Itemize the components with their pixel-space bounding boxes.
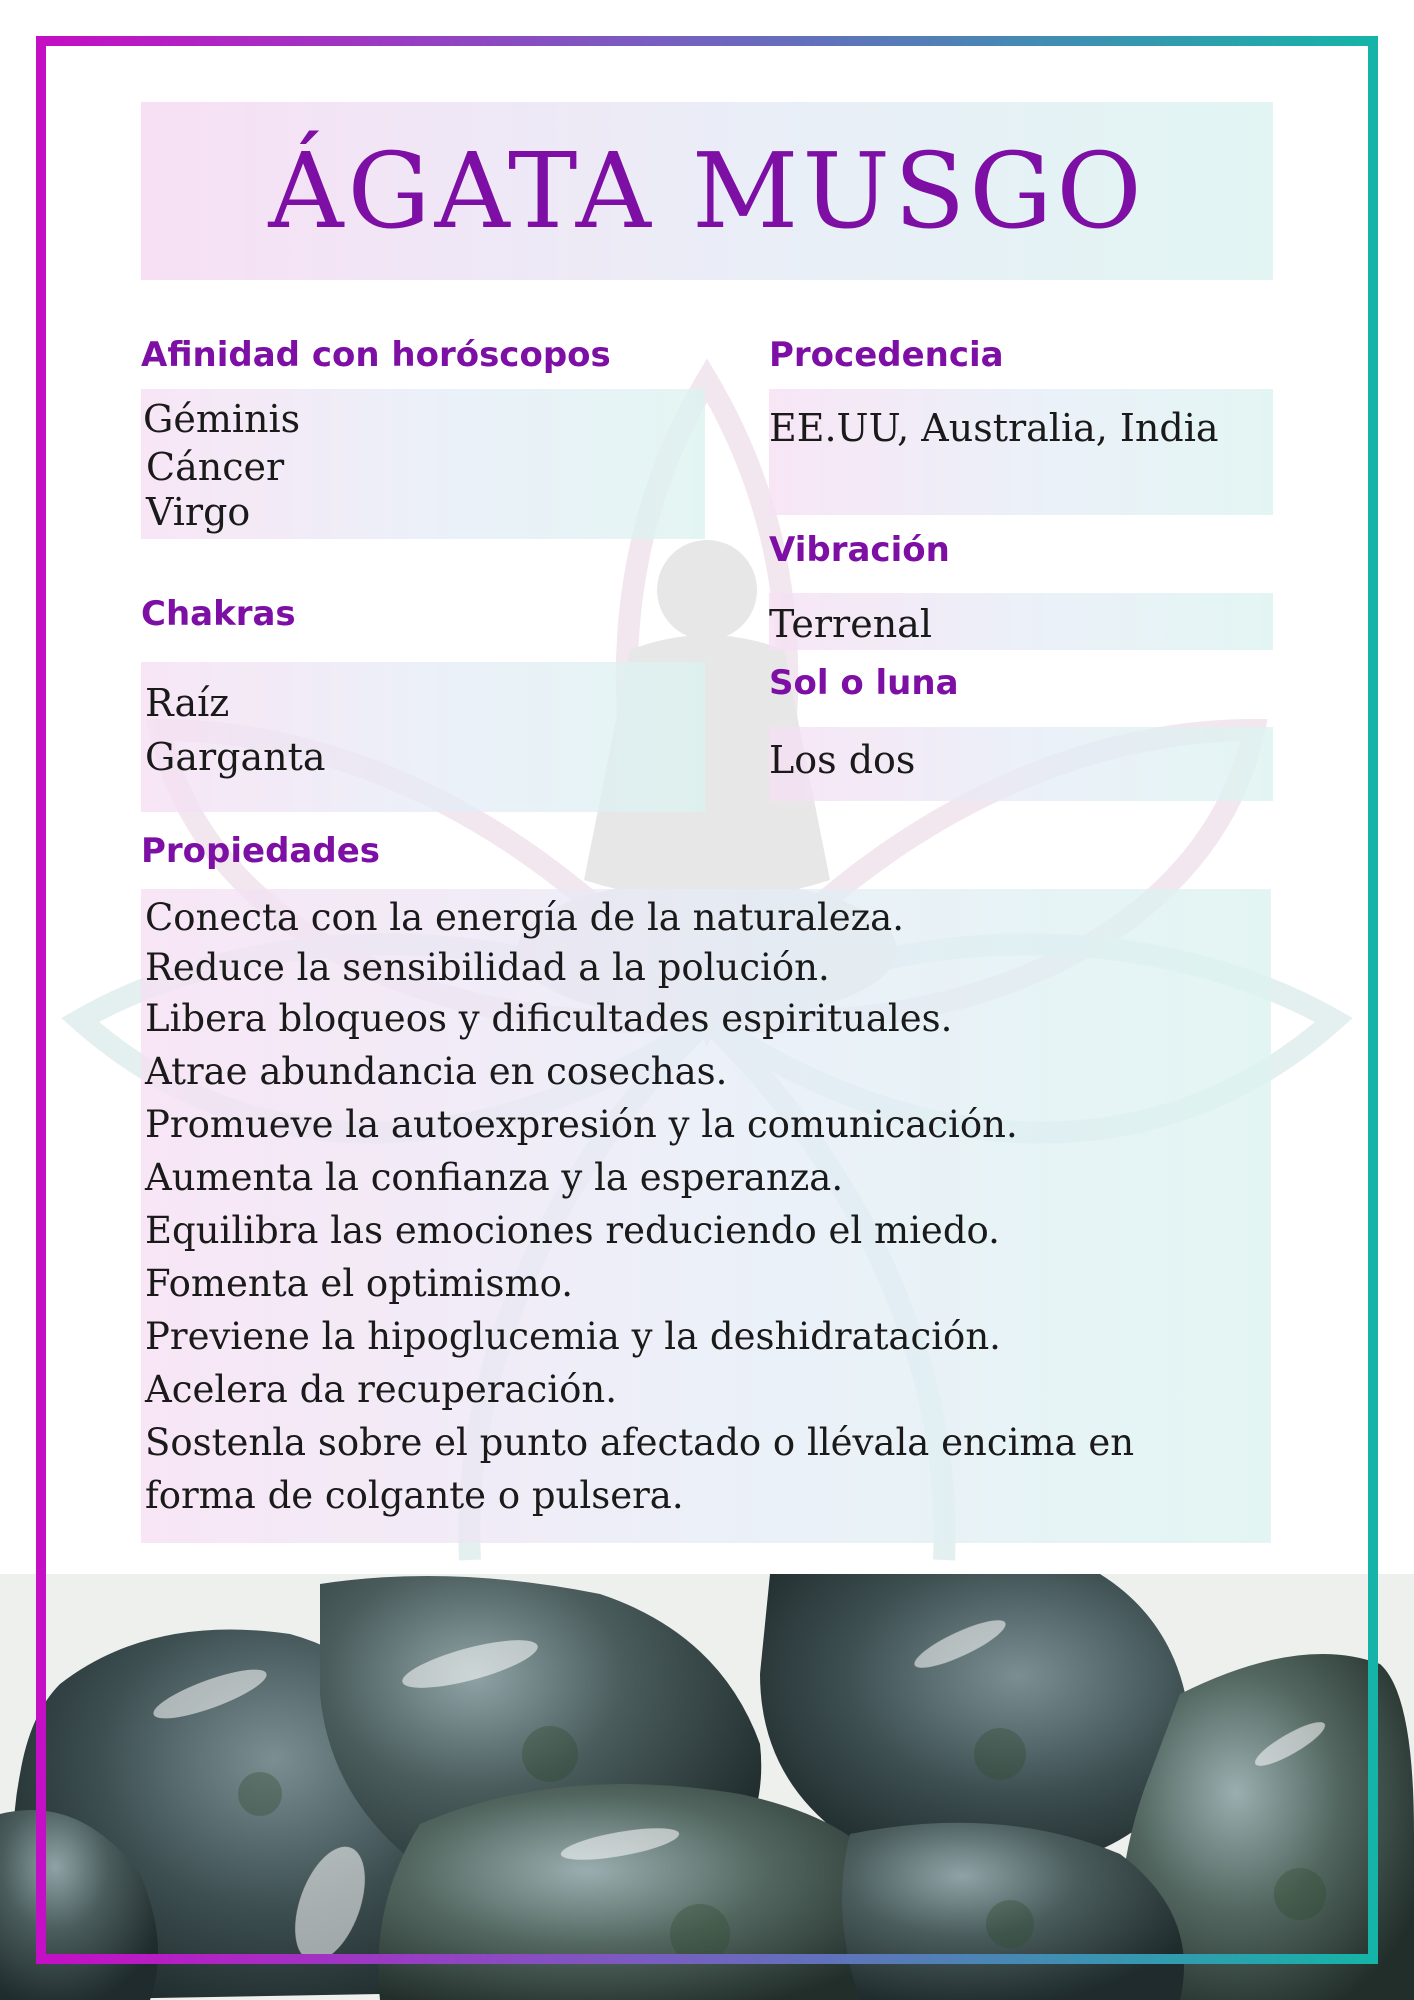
propiedad-item: Acelera da recuperación. xyxy=(145,1368,617,1411)
vibracion-value: Terrenal xyxy=(769,602,932,646)
procedencia-label: Procedencia xyxy=(769,335,1004,375)
title-banner xyxy=(141,102,1273,280)
propiedad-item: Aumenta la confianza y la esperanza. xyxy=(145,1156,844,1199)
sol-luna-label: Sol o luna xyxy=(769,663,959,703)
propiedad-item: Sostenla sobre el punto afectado o llévala encima en xyxy=(145,1421,1135,1464)
horoscopos-box xyxy=(141,389,705,539)
propiedad-item: forma de colgante o pulsera. xyxy=(145,1474,684,1517)
sol-luna-value: Los dos xyxy=(769,738,916,782)
vibracion-box xyxy=(769,593,1273,650)
propiedad-item: Conecta con la energía de la naturaleza. xyxy=(145,896,904,939)
page-title: ÁGATA MUSGO xyxy=(268,130,1146,252)
procedencia-box xyxy=(769,389,1273,515)
horoscopos-label: Afinidad con horóscopos xyxy=(141,335,611,375)
propiedad-item: Fomenta el optimismo. xyxy=(145,1262,573,1305)
chakras-box xyxy=(141,662,705,812)
moss-agate-photo xyxy=(0,1574,1414,2000)
propiedad-item: Previene la hipoglucemia y la deshidratación. xyxy=(145,1315,1001,1358)
chakra-item: Raíz xyxy=(145,681,230,725)
sol-luna-box xyxy=(769,727,1273,801)
horoscopo-item: Virgo xyxy=(146,490,251,534)
propiedades-box xyxy=(141,889,1271,1543)
propiedad-item: Equilibra las emociones reduciendo el miedo. xyxy=(145,1209,1000,1252)
propiedad-item: Libera bloqueos y dificultades espirituales. xyxy=(145,997,953,1040)
propiedad-item: Reduce la sensibilidad a la polución. xyxy=(145,946,830,989)
chakra-item: Garganta xyxy=(145,735,326,779)
procedencia-value: EE.UU, Australia, India xyxy=(769,406,1219,450)
stones-illustration xyxy=(0,1574,1414,2000)
chakras-label: Chakras xyxy=(141,594,296,634)
propiedad-item: Promueve la autoexpresión y la comunicación. xyxy=(145,1103,1018,1146)
vibracion-label: Vibración xyxy=(769,530,950,570)
propiedades-label: Propiedades xyxy=(141,831,381,871)
horoscopo-item: Géminis xyxy=(143,397,301,441)
horoscopo-item: Cáncer xyxy=(146,445,285,489)
propiedad-item: Atrae abundancia en cosechas. xyxy=(145,1050,728,1093)
